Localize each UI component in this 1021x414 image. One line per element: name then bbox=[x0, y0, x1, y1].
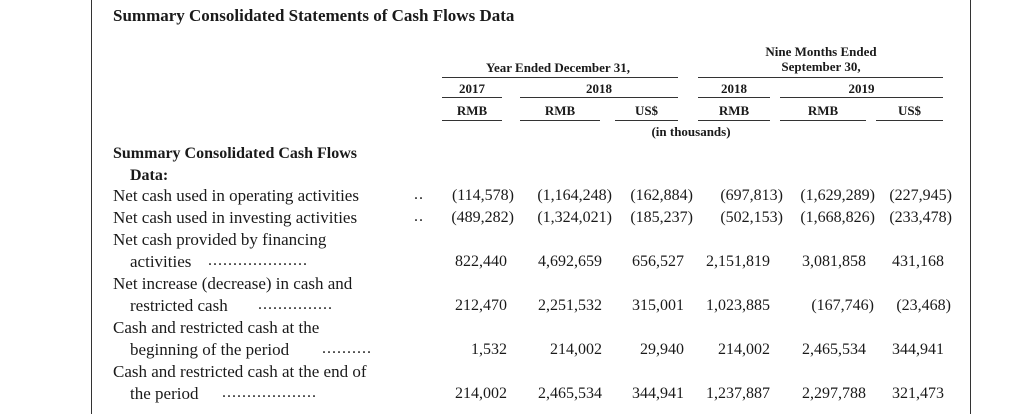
year-rule-2017 bbox=[442, 97, 502, 98]
cell: (1,629,289) bbox=[800, 187, 875, 204]
section-heading: Summary Consolidated Cash Flows bbox=[113, 145, 358, 162]
cell: 2,251,532 bbox=[538, 297, 602, 314]
cell: (1,668,826) bbox=[800, 209, 875, 226]
year-2017-header: 2017 bbox=[459, 81, 485, 96]
currency-header: US$ bbox=[634, 103, 659, 118]
cell: 822,440 bbox=[455, 253, 507, 270]
cell: 29,940 bbox=[640, 341, 684, 358]
row-label-cont: the period bbox=[130, 384, 199, 403]
cell: (697,813) bbox=[720, 187, 783, 204]
left-border bbox=[91, 0, 92, 414]
currency-header: US$ bbox=[897, 103, 922, 118]
cell: 2,151,819 bbox=[706, 253, 770, 270]
year-rule-2018 bbox=[520, 97, 678, 98]
nine-2018-header: 2018 bbox=[721, 81, 747, 96]
cell: 2,465,534 bbox=[802, 341, 866, 358]
cell: 315,001 bbox=[632, 297, 684, 314]
row-label: Net cash used in investing activities bbox=[113, 208, 358, 227]
row-label: Cash and restricted cash at the bbox=[113, 318, 320, 337]
currency-header: RMB bbox=[807, 103, 839, 118]
currency-header: RMB bbox=[718, 103, 750, 118]
row-dots: .. bbox=[414, 208, 424, 225]
units-note: (in thousands) bbox=[651, 124, 731, 139]
cell: (227,945) bbox=[889, 187, 952, 204]
year-rule-nine-2018 bbox=[698, 97, 770, 98]
nine-months-rule bbox=[698, 77, 943, 78]
cell: (162,884) bbox=[630, 187, 693, 204]
cell: 212,470 bbox=[455, 297, 507, 314]
row-label: Cash and restricted cash at the end of bbox=[113, 362, 367, 381]
nine-months-header-line1: Nine Months Ended bbox=[765, 44, 877, 59]
cell: 1,532 bbox=[471, 341, 507, 358]
year-group-header: Year Ended December 31, bbox=[486, 60, 630, 75]
cell: 214,002 bbox=[718, 341, 770, 358]
cell: (185,237) bbox=[630, 209, 693, 226]
cell: (1,164,248) bbox=[537, 187, 612, 204]
nine-months-header-line2: September 30, bbox=[781, 59, 861, 74]
cell: (167,746) bbox=[811, 297, 874, 314]
cell: 656,527 bbox=[632, 253, 684, 270]
cell: 344,941 bbox=[892, 341, 944, 358]
cell: 344,941 bbox=[632, 385, 684, 402]
cell: 321,473 bbox=[892, 385, 944, 402]
currency-header: RMB bbox=[456, 103, 488, 118]
year-rule-nine-2019 bbox=[780, 97, 943, 98]
row-dots: ............... bbox=[258, 296, 333, 313]
cell: 2,297,788 bbox=[802, 385, 866, 402]
row-label: Net cash used in operating activities bbox=[113, 186, 359, 205]
cell: (23,468) bbox=[896, 297, 951, 314]
cell: 2,465,534 bbox=[538, 385, 602, 402]
currency-rule bbox=[615, 120, 678, 121]
cell: 1,237,887 bbox=[706, 385, 770, 402]
year-2018-header: 2018 bbox=[586, 81, 612, 96]
currency-rule bbox=[442, 120, 502, 121]
cell: (489,282) bbox=[451, 209, 514, 226]
currency-rule bbox=[520, 120, 600, 121]
cell: 214,002 bbox=[550, 341, 602, 358]
year-group-rule bbox=[442, 77, 678, 78]
cell: (502,153) bbox=[720, 209, 783, 226]
cell: 1,023,885 bbox=[706, 297, 770, 314]
row-label-cont: activities bbox=[130, 252, 192, 271]
cell: 4,692,659 bbox=[538, 253, 602, 270]
cell: (114,578) bbox=[451, 187, 514, 204]
currency-rule bbox=[876, 120, 943, 121]
currency-rule bbox=[780, 120, 866, 121]
nine-2019-header: 2019 bbox=[848, 81, 875, 96]
page-title: Summary Consolidated Statements of Cash Flows Data bbox=[113, 6, 515, 25]
cell: 431,168 bbox=[892, 253, 944, 270]
right-border bbox=[970, 0, 971, 414]
row-label-cont: beginning of the period bbox=[130, 340, 290, 359]
row-dots: .. bbox=[414, 186, 424, 203]
cell: (1,324,021) bbox=[537, 209, 612, 226]
row-label-cont: restricted cash bbox=[130, 296, 228, 315]
currency-rule bbox=[698, 120, 770, 121]
row-dots: ................... bbox=[222, 384, 317, 401]
cell: 214,002 bbox=[455, 385, 507, 402]
row-label: Net increase (decrease) in cash and bbox=[113, 274, 353, 293]
section-heading-cont: Data: bbox=[130, 167, 169, 184]
row-label: Net cash provided by financing bbox=[113, 230, 327, 249]
row-dots: .......... bbox=[322, 340, 372, 357]
currency-header: RMB bbox=[544, 103, 576, 118]
cell: (233,478) bbox=[889, 209, 952, 226]
cell: 3,081,858 bbox=[802, 253, 866, 270]
row-dots: .................... bbox=[208, 252, 308, 269]
